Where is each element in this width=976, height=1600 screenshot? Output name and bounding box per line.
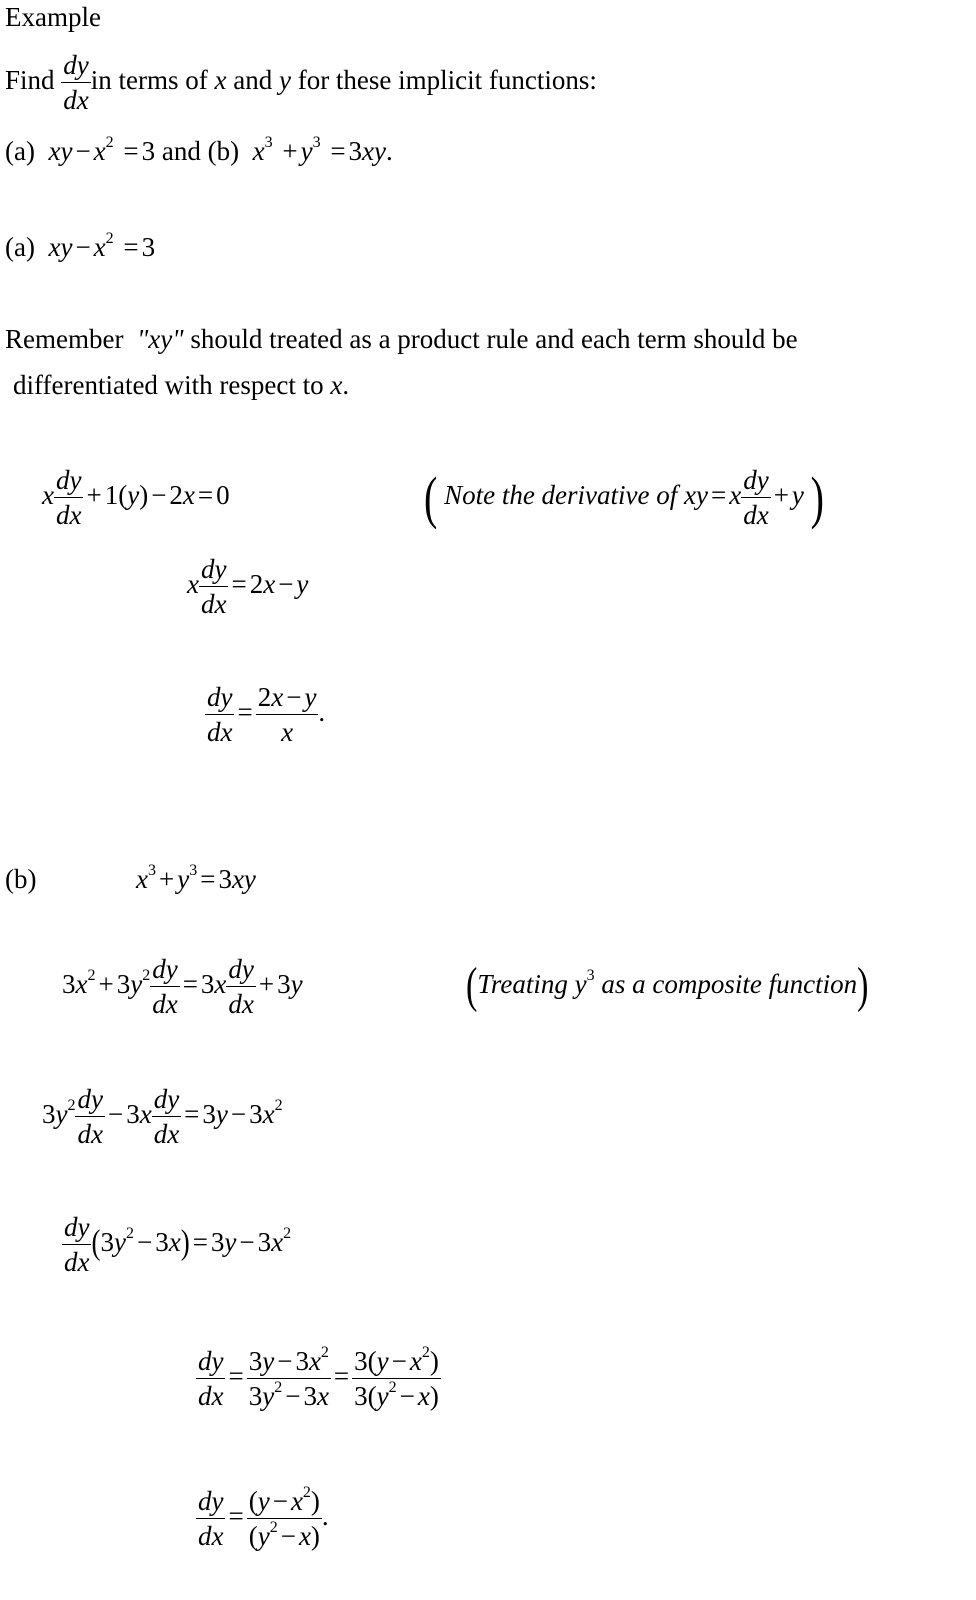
intro-derivative: $\frac{dy}{dx}$ — [63, 50, 89, 115]
heading: Example — [5, 2, 101, 32]
step-b4: $\frac{dy}{dx}$ = $\frac{3y - 3x^2}{3y^2 - 3x}$ = $\frac{3(y - x^2)}{3(y^2 - x)}$ — [198, 1344, 439, 1411]
step-b3: $\frac{dy}{dx}$ $(3y^2 - 3x) = 3y - 3x^2$ — [64, 1212, 292, 1277]
note-product-rule: ( Note the derivative of xy = x $\frac{dy}{dx}$ + y ) — [424, 464, 824, 530]
note-composite: (Treating $y^3$ as a composite function) — [466, 959, 869, 1014]
intro-find: Find — [5, 65, 55, 96]
problem-statement: (a) xy − $x^2 = 3$ and (b) $x^3 + y^3 = 3xy$. — [5, 134, 393, 166]
part-b-equation: $x^3 + y^3 = 3xy$ — [136, 862, 256, 894]
step-a1: x $\frac{dy}{dx}$ + 1(y) − 2x = 0 — [42, 465, 230, 530]
intro-line: Find $\frac{dy}{dx}$ in terms of x and y for these implicit functions: — [5, 50, 597, 115]
intro-rest-b: for these implicit functions: — [297, 65, 597, 96]
step-a2: x $\frac{dy}{dx}$ = 2x − y — [187, 554, 309, 619]
step-b5-result: $\frac{dy}{dx}$ = $\frac{(y - x^2)}{(y^2 - x)}$ . — [198, 1484, 329, 1551]
remember-line-1: Remember "xy" should treated as a product rule and each term should be — [5, 324, 798, 354]
remember-line-2: differentiated with respect to x. — [13, 370, 350, 400]
step-b1: $3x^2 + 3y^2$ $\frac{dy}{dx}$ = 3x $\frac{dy}{dx}$ + 3y — [62, 954, 303, 1019]
intro-rest-a: in terms of — [90, 65, 208, 96]
step-a3-result: $\frac{dy}{dx}$ = $\frac{2x - y}{x}$ . — [207, 682, 326, 747]
part-a-header: (a) xy − $x^2 = 3$ — [5, 230, 156, 262]
part-b-label: (b) — [5, 864, 37, 894]
step-b2: $3y^2$ $\frac{dy}{dx}$ − 3x $\frac{dy}{dx}$ = $3y - 3x^2$ — [42, 1084, 283, 1149]
